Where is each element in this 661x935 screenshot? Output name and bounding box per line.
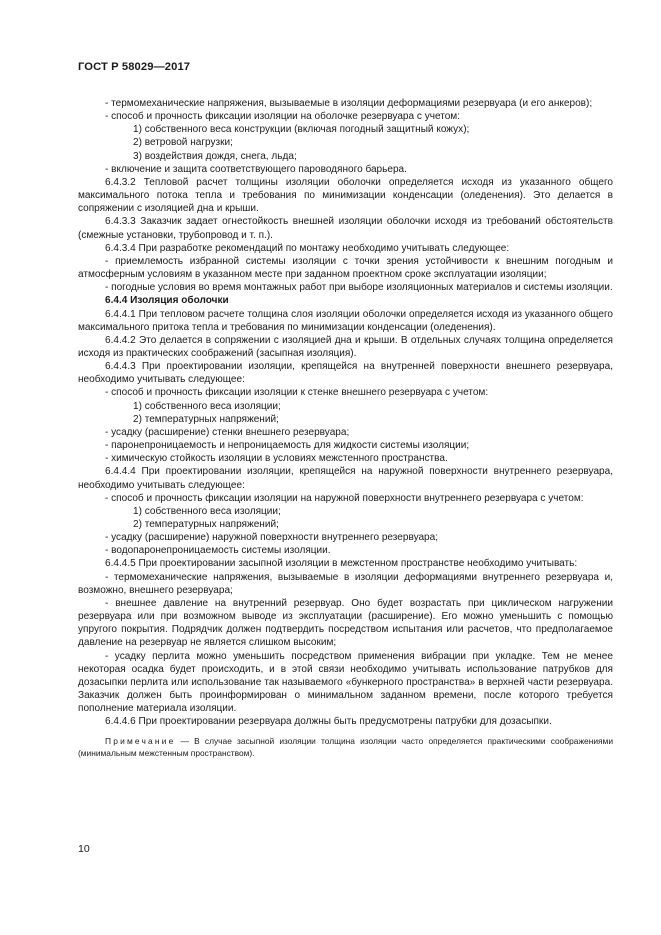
section-heading: 6.4.4 Изоляция оболочки <box>105 295 229 307</box>
paragraph: 6.4.4.3 При проектировании изоляции, крепящейся на внутренней поверхности внешнего резервуара, необходимо учитывать следующее: <box>78 361 613 386</box>
note-text: — В случае засыпной изоляции толщина изоляции часто определяется практическими соображениями (минимальным межстенным пространством). <box>78 735 613 758</box>
paragraph: - усадку (расширение) наружной поверхности внутреннего резервуара; <box>105 532 439 544</box>
sub-list-item: 1) собственного веса изоляции; <box>133 505 281 517</box>
document-body <box>78 97 613 759</box>
paragraph: 6.4.3.3 Заказчик задает огнестойкость внешней изоляции оболочки исходя из требований обстоятельств (смежные установки, трубопровод и т. п.). <box>78 216 613 241</box>
page-number: 10 <box>78 843 90 855</box>
note-label: Примечание <box>105 735 176 746</box>
paragraph: - внешнее давление на внутренний резервуар. Оно будет возрастать при циклическом нагружении резервуара или при возможном выводе из эксплуатации (расширение). Его можно уменьшить с помощью упругого покрытия. Подрядчик должен подтвердить посредством испытания или расчетов, что предполагаемое давление на резервуар не является слишком высоким; <box>78 597 613 649</box>
paragraph: - приемлемость избранной системы изоляции с точки зрения устойчивости к внешним погодным и атмосферным условиям в указанном месте при заданном проектном сроке эксплуатации изоляции; <box>78 255 613 281</box>
paragraph: - термомеханические напряжения, вызываемые в изоляции деформациями резервуара (и его анкеров); <box>105 98 593 109</box>
paragraph: 6.4.4.6 При проектировании резервуара должны быть предусмотрены патрубки для дозасыпки. <box>105 716 552 728</box>
paragraph: 6.4.4.1 При тепловом расчете толщина слоя изоляции оболочки определяется исходя из указанного общего максимального притока тепла и требования по минимизации конденсации (оледенения). <box>78 308 613 333</box>
paragraph: - способ и прочность фиксации изоляции на оболочке резервуара с учетом: <box>105 111 460 123</box>
paragraph: 6.4.4.2 Это делается в сопряжении с изоляцией дна и крыши. В отдельных случаях толщина определяется исходя из практических соображений (засыпная изоляция). <box>78 334 613 359</box>
paragraph: - усадку перлита можно уменьшить посредством применения вибрации при укладке. Тем не менее некоторая осадка будет происходить, и в этой связи необходимо учитывать использование патрубков для дозасыпки перлита или использование так называемого «бункерного пространства» в верхней части резервуара. Заказчик должен быть проинформирован о минимальном заданном времени, после которого требуется пополнение материала изоляции. <box>78 650 613 715</box>
paragraph: - усадку (расширение) стенки внешнего резервуара; <box>105 426 350 438</box>
paragraph: - погодные условия во время монтажных работ при выборе изоляционных материалов и системы изоляции. <box>105 282 613 294</box>
paragraph: 6.4.4.5 При проектировании засыпной изоляции в межстенном пространстве необходимо учитывать: <box>105 558 578 570</box>
standard-header: ГОСТ Р 58029—2017 <box>78 61 191 73</box>
paragraph: 6.4.4.4 При проектировании изоляции, крепящейся на наружной поверхности внутреннего резервуара, необходимо учитывать следующее: <box>78 466 613 491</box>
paragraph: - химическую стойкость изоляции в условиях межстенного пространства. <box>105 453 448 465</box>
sub-list-item: 1) собственного веса конструкции (включая погодный защитный кожух); <box>133 124 470 136</box>
sub-list-item: 2) температурных напряжений; <box>133 413 279 425</box>
sub-list-item: 2) температурных напряжений; <box>133 519 279 530</box>
paragraph: - включение и защита соответствующего пароводяного барьера. <box>105 163 407 175</box>
paragraph: - паронепроницаемость и непроницаемость для жидкости системы изоляции; <box>105 440 470 452</box>
sub-list-item: 2) ветровой нагрузки; <box>133 137 233 149</box>
paragraph: - способ и прочность фиксации изоляции к стенке внешнего резервуара с учетом: <box>105 387 489 399</box>
sub-list-item: 1) собственного веса изоляции; <box>133 400 281 412</box>
paragraph: 6.4.3.4 При разработке рекомендаций по монтажу необходимо учитывать следующее: <box>105 242 510 254</box>
paragraph: - термомеханические напряжения, вызываемые в изоляции деформациями внутреннего резервуара и, возможно, внешнего резервуара; <box>78 571 613 596</box>
paragraph: - способ и прочность фиксации изоляции на наружной поверхности внутреннего резервуара с учетом: <box>105 492 584 504</box>
paragraph: 6.4.3.2 Тепловой расчет толщины изоляции оболочки определяется исходя из указанного общего максимального потока тепла и требования по минимизации конденсации (оледенения). Это делается в сопряжении с изоляцией дна и крыши. <box>78 176 613 215</box>
note <box>78 735 613 759</box>
sub-list-item: 3) воздействия дождя, снега, льда; <box>133 150 297 162</box>
paragraph: - водопаронепроницаемость системы изоляции. <box>105 545 331 557</box>
